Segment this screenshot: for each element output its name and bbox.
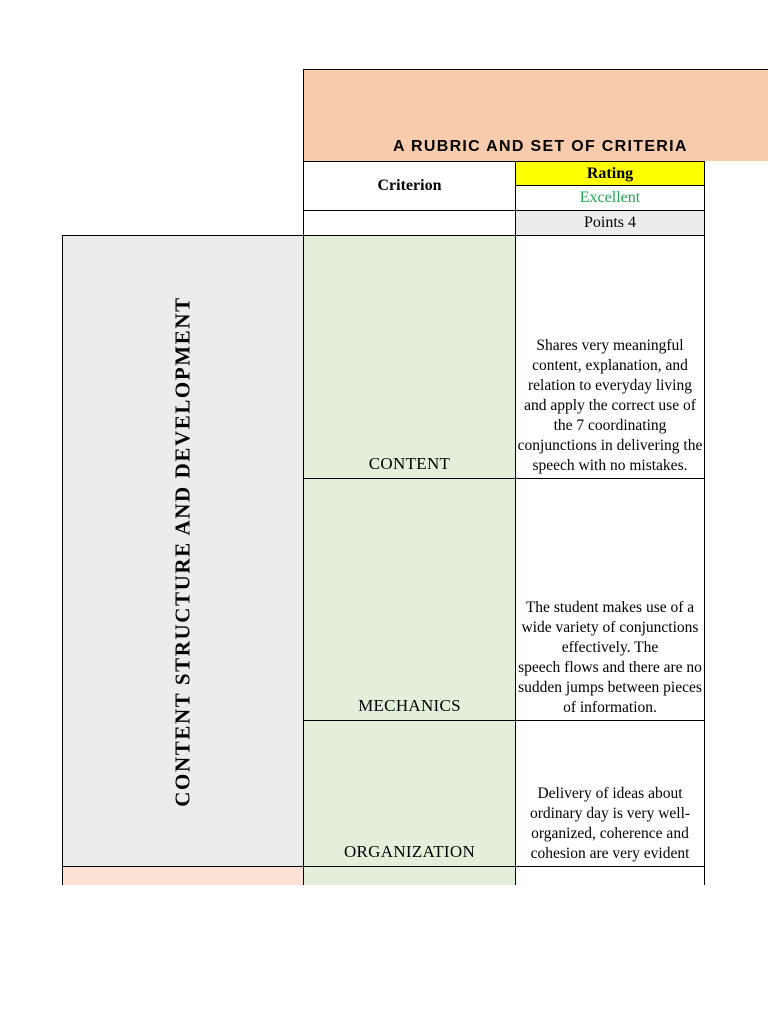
next-section-cell	[62, 866, 304, 885]
criterion-mechanics: MECHANICS	[303, 478, 516, 721]
description-organization	[515, 720, 705, 867]
excellent-level-header: Excellent	[515, 185, 705, 211]
criterion-header: Criterion	[303, 161, 516, 211]
criterion-content: CONTENT	[303, 235, 516, 479]
description-organization-text: Delivery of ideas about ordinary day is very well-organized, coherence and cohesion are very evident	[529, 785, 691, 862]
description-mechanics	[515, 478, 705, 721]
description-content-text: Shares very meaningful content, explanation, and relation to everyday living and apply the correct use of the 7 coordinating conjunctions in delivering the speech with no mistakes.	[517, 337, 703, 474]
next-criterion-cell	[303, 866, 516, 885]
next-description-cell	[515, 866, 705, 885]
blank-header-cell	[303, 210, 516, 236]
description-mechanics-text: The student makes use of a wide variety of conjunctions effectively. The speech flows and there are no sudden jumps between pieces of information.	[518, 599, 702, 716]
criterion-organization: ORGANIZATION	[303, 720, 516, 867]
section-label-wrapper	[62, 235, 304, 867]
rating-header: Rating	[515, 161, 705, 186]
rubric-title: A RUBRIC AND SET OF CRITERIA	[393, 138, 688, 155]
description-content	[515, 235, 705, 479]
points-header: Points 4	[515, 210, 705, 236]
section-label: CONTENT STRUCTURE AND DEVELOPMENT	[170, 295, 195, 807]
